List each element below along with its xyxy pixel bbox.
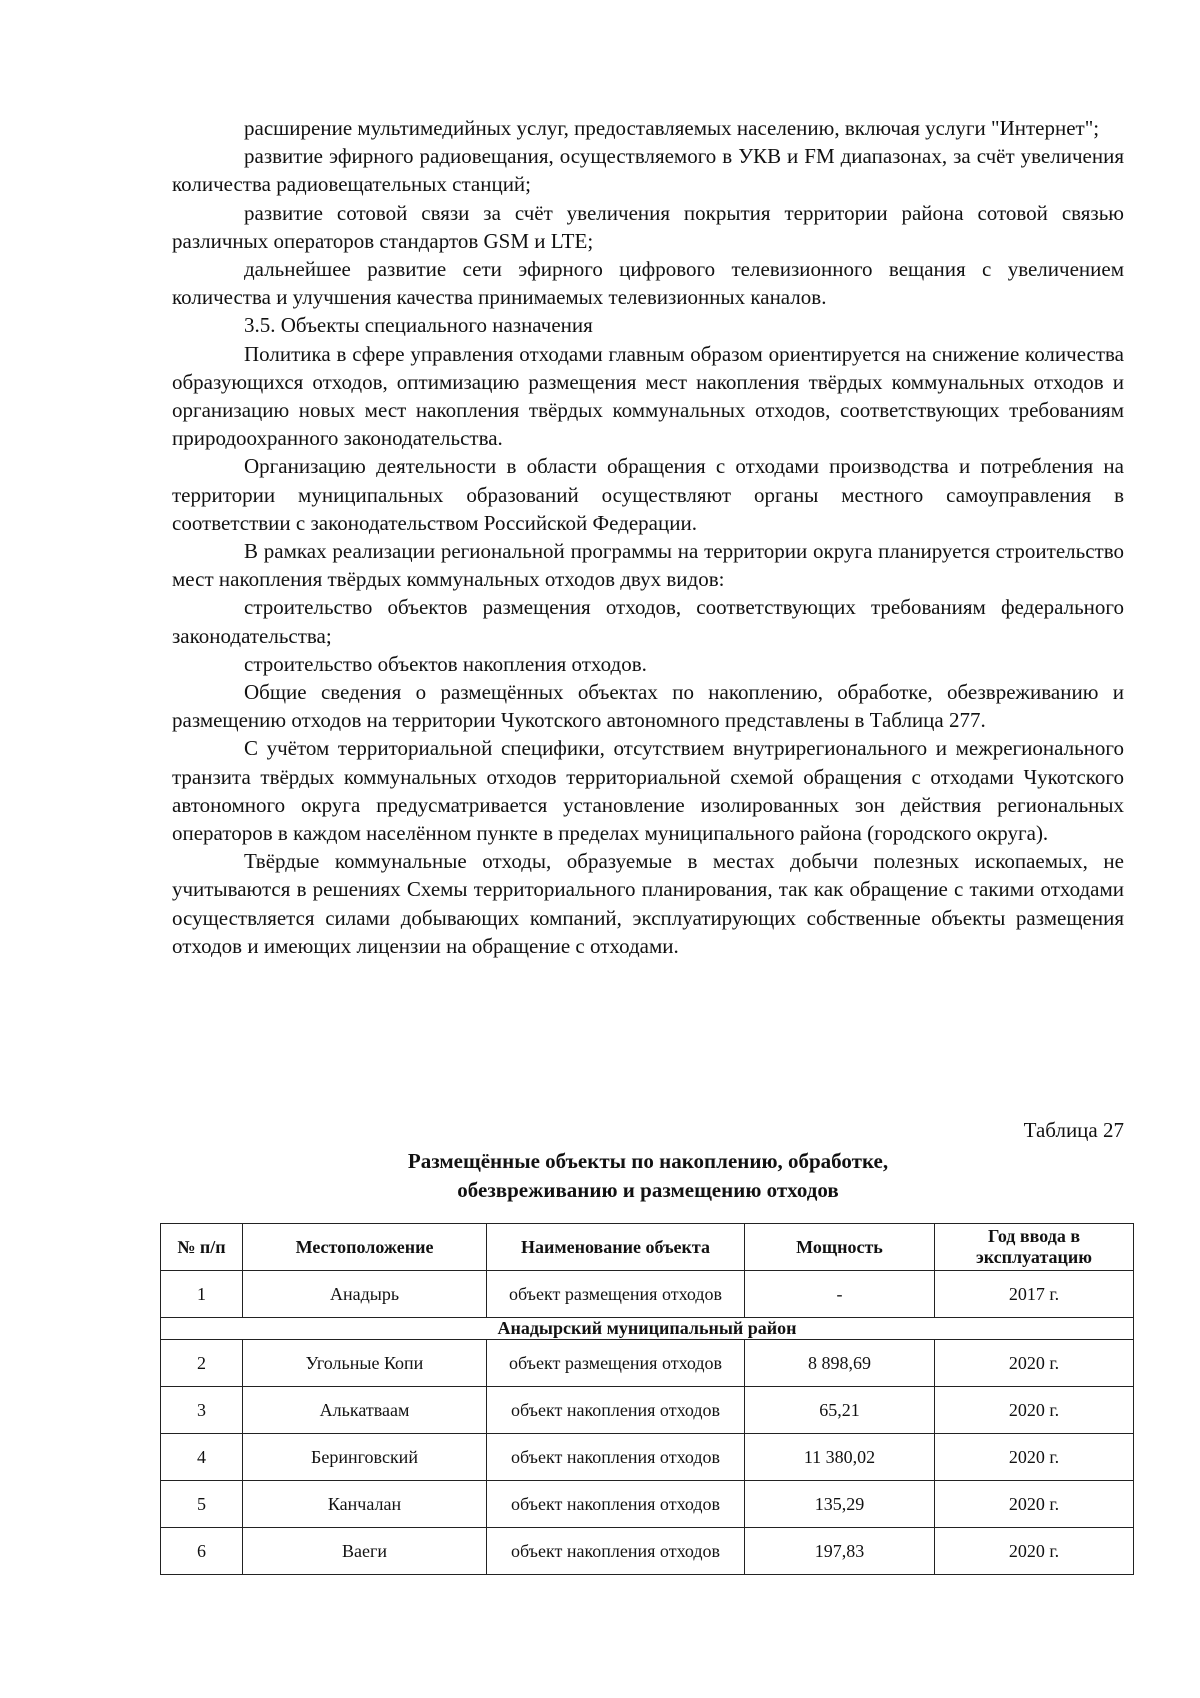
paragraph: В рамках реализации региональной программы на территории округа планируется строительство мест накопления твёрдых коммунальных отходов двух видов: [172,539,1124,592]
paragraph: развитие сотовой связи за счёт увеличения покрытия территории района сотовой связью различных операторов стандартов GSM и LTE; [172,200,1124,253]
cell-location: Ваеги [243,1528,487,1575]
cell-location: Угольные Копи [243,1340,487,1387]
cell-object-name: объект накопления отходов [487,1481,745,1528]
cell-num: 6 [161,1528,243,1575]
cell-location: Канчалан [243,1481,487,1528]
cell-capacity: 135,29 [745,1481,935,1528]
cell-object-name: объект размещения отходов [487,1340,745,1387]
paragraph: развитие эфирного радиовещания, осуществляемого в УКВ и FM диапазонах, за счёт увеличения количества радиовещательных станций; [172,144,1124,197]
paragraph: строительство объектов размещения отходов, соответствующих требованиям федерального законодательства; [172,595,1124,648]
table-row [161,1340,1134,1387]
group-label: Анадырский муниципальный район [161,1318,1134,1340]
paragraph: расширение мультимедийных услуг, предоставляемых населению, включая услуги "Интернет"; [244,116,1100,140]
cell-object-name: объект накопления отходов [487,1387,745,1434]
cell-capacity: - [745,1271,935,1318]
cell-num: 2 [161,1340,243,1387]
cell-object-name: объект размещения отходов [487,1271,745,1318]
cell-year: 2017 г. [935,1271,1134,1318]
section-heading: 3.5. Объекты специального назначения [244,313,593,338]
paragraph: дальнейшее развитие сети эфирного цифрового телевизионного вещания с увеличением количества и улучшения качества принимаемых телевизионных каналов. [172,257,1124,310]
cell-num: 4 [161,1434,243,1481]
header-location: Местоположение [243,1224,487,1271]
cell-year: 2020 г. [935,1434,1134,1481]
cell-capacity: 8 898,69 [745,1340,935,1387]
paragraph: С учётом территориальной специфики, отсутствием внутрирегионального и межрегионального транзита твёрдых коммунальных отходов территориальной схемой обращения с отходами Чукотского автономного округа предусматривается установление изолированных зон действия региональных операторов в каждом населённом пункте в пределах муниципального района (городского округа). [172,736,1124,846]
cell-num: 5 [161,1481,243,1528]
cell-location: Анадырь [243,1271,487,1318]
cell-capacity: 11 380,02 [745,1434,935,1481]
cell-year: 2020 г. [935,1528,1134,1575]
table-title [172,1147,1124,1205]
cell-object-name: объект накопления отходов [487,1434,745,1481]
table-title-line: обезвреживанию и размещению отходов [457,1178,839,1202]
table-row [161,1387,1134,1434]
cell-object-name: объект накопления отходов [487,1528,745,1575]
table-row [161,1271,1134,1318]
body-text [172,114,1124,960]
cell-year: 2020 г. [935,1481,1134,1528]
cell-location: Алькатваам [243,1387,487,1434]
table-row [161,1528,1134,1575]
waste-facilities-table [160,1223,1134,1575]
cell-year: 2020 г. [935,1340,1134,1387]
paragraph: Организацию деятельности в области обращения с отходами производства и потребления на территории муниципальных образований осуществляют органы местного самоуправления в соответствии с законодательством Российской Федерации. [172,454,1124,535]
table-row [161,1434,1134,1481]
header-year: Год ввода в эксплуатацию [935,1224,1134,1271]
paragraph: Твёрдые коммунальные отходы, образуемые в местах добычи полезных ископаемых, не учитываются в решениях Схемы территориального планирования, так как обращение с такими отходами осуществляется силами добывающих компаний, эксплуатирующих собственные объекты размещения отходов и имеющих лицензии на обращение с отходами. [172,849,1124,958]
cell-num: 3 [161,1387,243,1434]
cell-capacity: 197,83 [745,1528,935,1575]
cell-capacity: 65,21 [745,1387,935,1434]
paragraph: Политика в сфере управления отходами главным образом ориентируется на снижение количества образующихся отходов, оптимизацию размещения мест накопления твёрдых коммунальных отходов и организацию новых мест накопления твёрдых коммунальных отходов, соответствующих требованиям природоохранного законодательства. [172,341,1124,451]
table-group-row [161,1318,1134,1340]
header-num: № п/п [161,1224,243,1271]
cell-num: 1 [161,1271,243,1318]
table-header-row [161,1224,1134,1271]
cell-location: Беринговский [243,1434,487,1481]
cell-year: 2020 г. [935,1387,1134,1434]
table-row [161,1481,1134,1528]
paragraph: Общие сведения о размещённых объектах по накоплению, обработке, обезвреживанию и размещению отходов на территории Чукотского автономного представлены в Таблица 277. [172,680,1124,733]
table-caption: Таблица 27 [1023,1118,1124,1142]
header-object-name: Наименование объекта [487,1224,745,1271]
header-capacity: Мощность [745,1224,935,1271]
table-title-line: Размещённые объекты по накоплению, обработке, [407,1149,889,1173]
paragraph: строительство объектов накопления отходов. [244,651,647,676]
